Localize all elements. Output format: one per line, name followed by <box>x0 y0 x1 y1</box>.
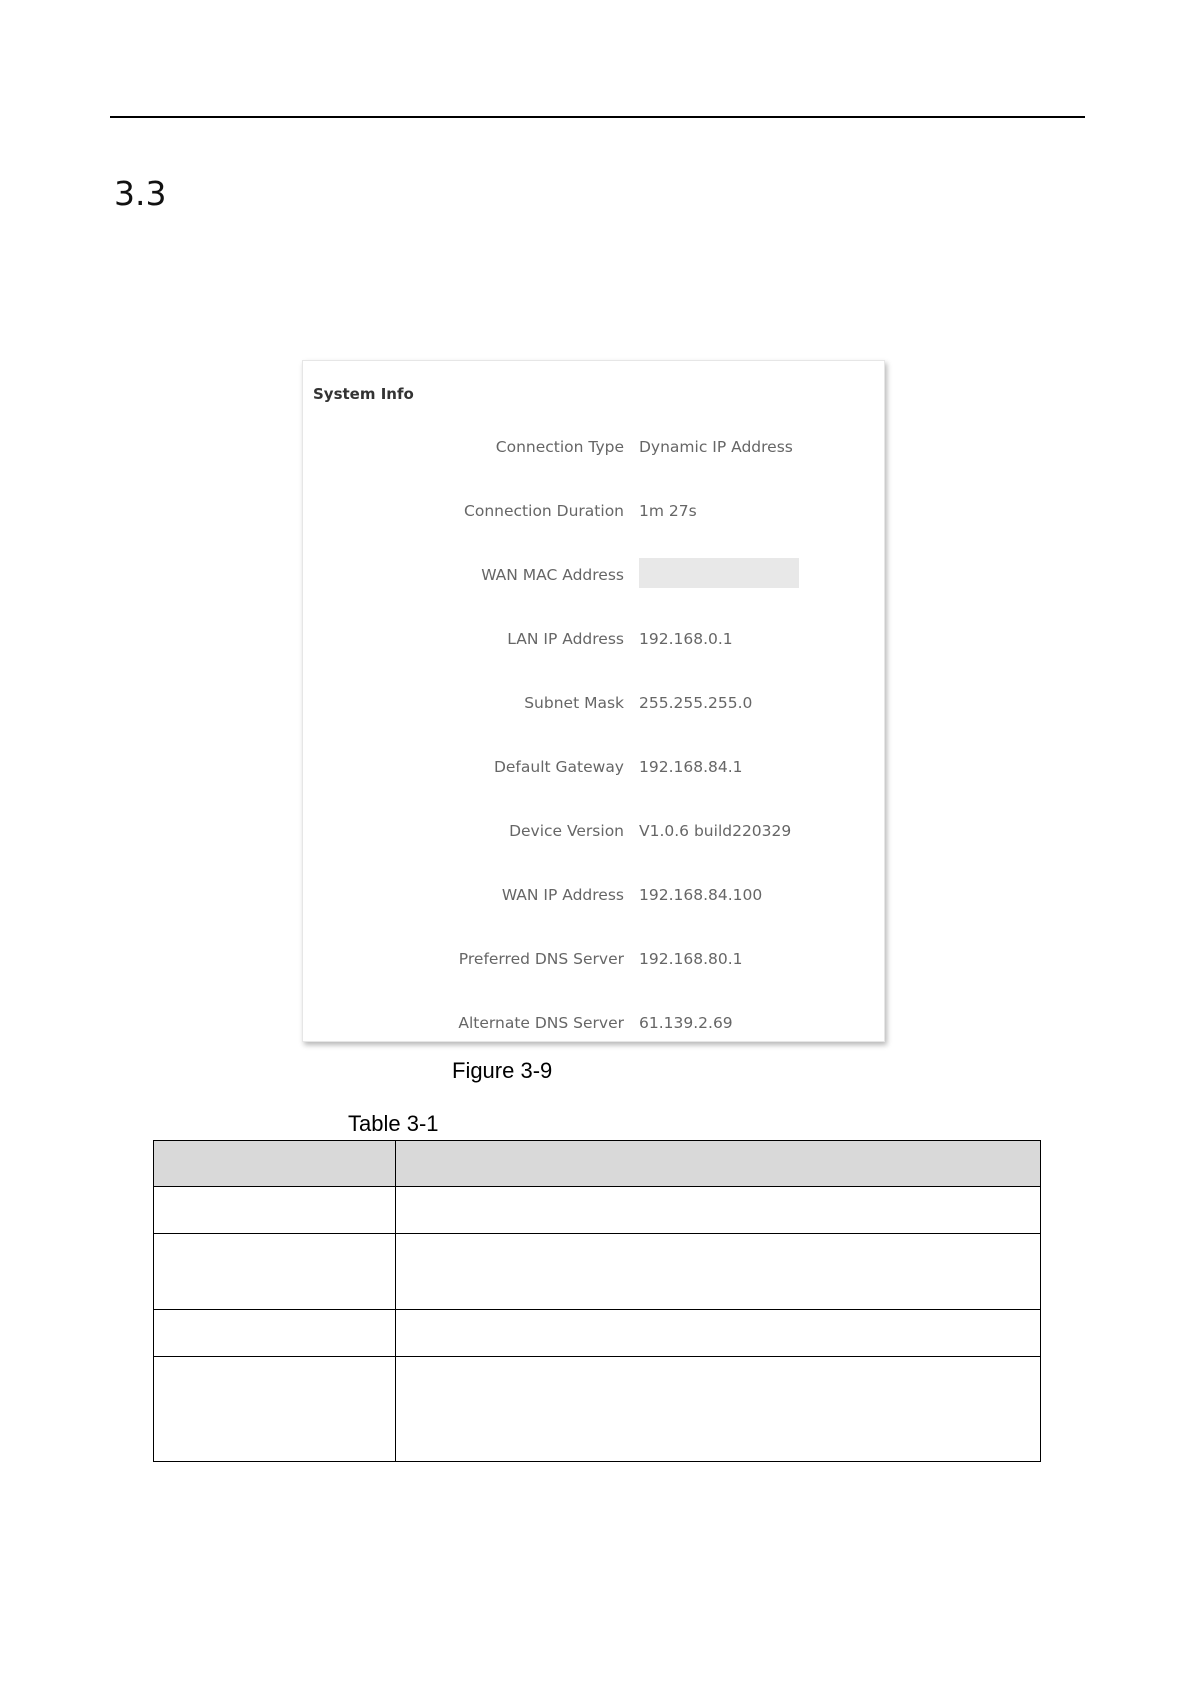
info-value: 255.255.255.0 <box>639 694 753 712</box>
table-cell <box>396 1357 1041 1462</box>
info-value: Dynamic IP Address <box>639 438 793 456</box>
info-row-default-gateway <box>303 754 884 780</box>
info-value: 192.168.84.100 <box>639 886 763 904</box>
info-label: Alternate DNS Server <box>458 1014 624 1032</box>
figure-caption: Figure 3-9 <box>452 1058 553 1083</box>
table-header-cell <box>154 1141 396 1187</box>
table-caption: Table 3-1 <box>348 1111 439 1136</box>
info-label: Default Gateway <box>493 758 624 776</box>
table-cell <box>154 1187 396 1234</box>
table-cell <box>154 1310 396 1357</box>
parameter-table <box>153 1140 1041 1462</box>
info-row-connection-type <box>303 434 884 460</box>
table-cell <box>396 1187 1041 1234</box>
info-label: Preferred DNS Server <box>458 950 624 968</box>
info-label: Connection Type <box>495 438 624 456</box>
info-row-alternate-dns <box>303 1010 884 1036</box>
info-value: 61.139.2.69 <box>639 1014 733 1032</box>
info-row-preferred-dns <box>303 946 884 972</box>
table-row <box>154 1357 1041 1462</box>
panel-title: System Info <box>313 385 414 403</box>
info-row-wan-ip-address <box>303 882 884 908</box>
info-label: Device Version <box>509 822 624 840</box>
info-value: 1m 27s <box>639 502 697 520</box>
info-value: V1.0.6 build220329 <box>639 822 792 840</box>
table-row <box>154 1310 1041 1357</box>
table-header-cell <box>396 1141 1041 1187</box>
info-row-lan-ip-address <box>303 626 884 652</box>
table-cell <box>396 1310 1041 1357</box>
info-label: WAN IP Address <box>501 886 624 904</box>
info-row-connection-duration <box>303 498 884 524</box>
section-number: 3.3 <box>114 174 167 213</box>
info-label: LAN IP Address <box>507 630 624 648</box>
table-header-row <box>154 1141 1041 1187</box>
table-row <box>154 1234 1041 1310</box>
header-rule <box>110 116 1085 118</box>
info-label: WAN MAC Address <box>481 566 624 584</box>
info-label: Subnet Mask <box>524 694 624 712</box>
info-value: 192.168.80.1 <box>639 950 743 968</box>
table-cell <box>154 1357 396 1462</box>
redacted-value <box>639 558 799 588</box>
table-cell <box>154 1234 396 1310</box>
system-info-screenshot <box>302 360 885 1042</box>
info-value: 192.168.0.1 <box>639 630 733 648</box>
info-label: Connection Duration <box>464 502 624 520</box>
info-row-subnet-mask <box>303 690 884 716</box>
info-row-wan-mac-address <box>303 562 884 588</box>
table-row <box>154 1187 1041 1234</box>
info-row-device-version <box>303 818 884 844</box>
info-value: 192.168.84.1 <box>639 758 743 776</box>
table-cell <box>396 1234 1041 1310</box>
